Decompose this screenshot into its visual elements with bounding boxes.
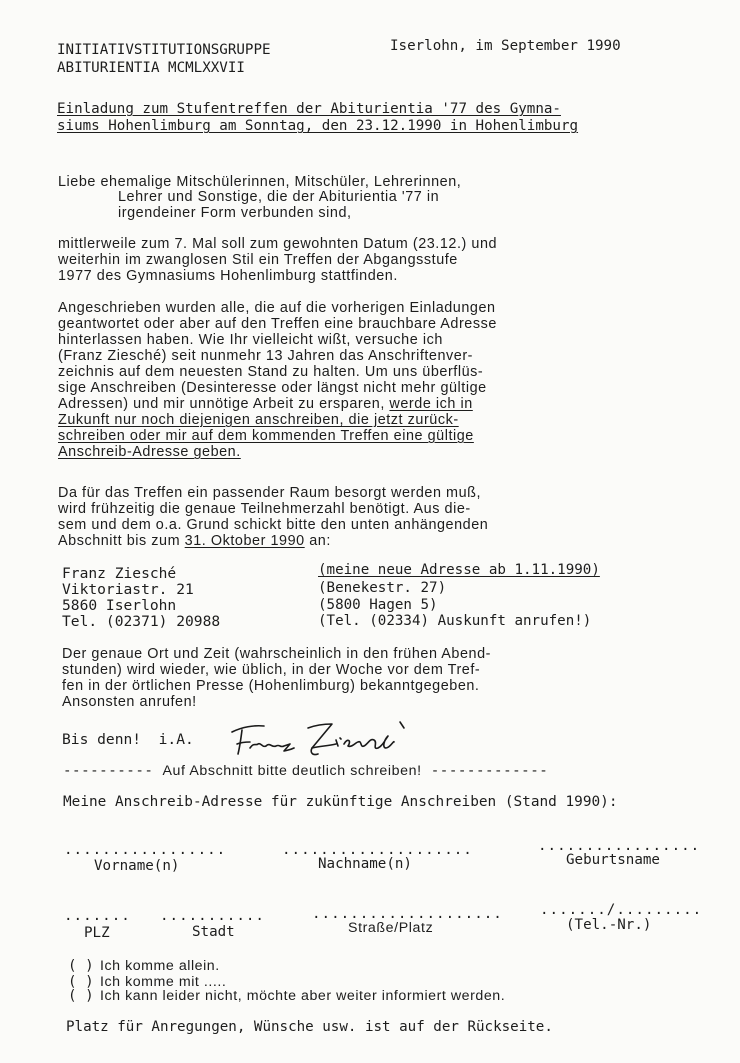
street-field[interactable]: .................... [312,906,503,922]
checkbox[interactable]: ( ) [68,988,94,1004]
org-name-line2: ABITURIENTIA MCMLXXVII [57,60,245,76]
current-address-street: Viktoriastr. 21 [62,581,194,598]
city-field[interactable]: ........... [160,908,265,924]
emphasis-underline-start: werde ich in [389,396,473,412]
para3-line3: sem und dem o.a. Grund schickt bitte den unten anhängenden [58,517,489,533]
back-side-note: Platz für Anregungen, Wünsche usw. ist auf der Rückseite. [66,1019,553,1035]
zip-label: PLZ [84,925,110,941]
salutation-line1: Liebe ehemalige Mitschülerinnen, Mitschüler, Lehrerinnen, [58,174,462,190]
phone-label: (Tel.-Nr.) [566,917,652,933]
birth-name-label: Geburtsname [566,852,660,868]
para3-line2: wird frühzeitig die genaue Teilnehmerzahl benötigt. Aus die- [58,501,471,517]
birth-name-field[interactable]: ................. [538,838,701,854]
phone-field[interactable]: ......./......... [540,902,703,918]
para2-line2: geantwortet oder aber auf den Treffen eine brauchbare Adresse [58,316,497,332]
para2-line7: Adressen) und mir unnötige Arbeit zu ersparen, werde ich in [58,396,473,412]
subject-line2: siums Hohenlimburg am Sonntag, den 23.12.1990 in Hohenlimburg [57,118,579,134]
para1-line3: 1977 des Gymnasiums Hohenlimburg stattfinden. [58,268,398,284]
place-date: Iserlohn, im September 1990 [390,38,621,54]
para2-line5: zeichnis auf dem neuesten Stand zu halten. Um uns überflüs- [58,364,484,380]
para2-line4: (Franz Ziesché) seit nunmehr 13 Jahren das Anschriftenver- [58,348,474,364]
para4-line4: Ansonsten anrufen! [62,694,197,710]
para2-line6: sige Anschreiben (Desinteresse oder längst nicht mehr gültige [58,380,487,396]
first-name-field[interactable]: ................. [64,842,227,858]
option-with-guests[interactable]: ( ) Ich komme mit ..... [68,974,227,990]
org-name-line1: INITIATIVSTITUTIONSGRUPPE [57,42,271,58]
checkbox[interactable]: ( ) [68,974,94,990]
option-alone[interactable]: ( ) Ich komme allein. [68,958,220,974]
new-address-city: (5800 Hagen 5) [318,597,438,613]
first-name-label: Vorname(n) [94,858,180,874]
checkbox[interactable]: ( ) [68,958,94,974]
last-name-label: Nachname(n) [318,856,412,872]
form-heading: Meine Anschreib-Adresse für zukünftige Anschreiben (Stand 1990): [63,794,618,810]
handwritten-signature [228,718,418,760]
para2-line8: Zukunft nur noch diejenigen anschreiben, die jetzt zurück- [58,412,459,428]
street-label: Straße/Platz [348,920,434,936]
current-address-city: 5860 Iserlohn [62,597,177,614]
para2-line9: schreiben oder mir auf dem kommenden Treffen eine gültige [58,428,474,444]
current-address-phone: Tel. (02371) 20988 [62,613,221,630]
para3-line1: Da für das Treffen ein passender Raum besorgt werden muß, [58,485,482,501]
current-address-name: Franz Ziesché [62,565,177,582]
para4-line3: fen in der örtlichen Presse (Hohenlimburg) bekanntgegeben. [62,678,480,694]
para1-line2: weiterhin im zwanglosen Stil ein Treffen der Abgangsstufe [58,252,458,268]
salutation-line2: Lehrer und Sonstige, die der Abiturientia '77 in [118,189,440,205]
para2-line3: hinterlassen haben. Wie Ihr vielleicht wißt, versuche ich [58,332,443,348]
option-cannot-attend[interactable]: ( ) Ich kann leider nicht, möchte aber weiter informiert werden. [68,988,506,1004]
para2-line1: Angeschrieben wurden alle, die auf die vorherigen Einladungen [58,300,496,316]
closing-text: Bis denn! i.A. [62,731,194,748]
para2-line10: Anschreib-Adresse geben. [58,444,241,460]
para4-line2: stunden) wird wieder, wie üblich, in der Woche vor dem Tref- [62,662,481,678]
subject-line1: Einladung zum Stufentreffen der Abiturientia '77 des Gymna- [57,101,561,117]
city-label: Stadt [192,924,235,940]
cut-line: ---------- Auf Abschnitt bitte deutlich schreiben! ------------- [63,763,549,779]
zip-field[interactable]: ....... [64,908,131,924]
deadline-date: 31. Oktober 1990 [184,533,305,549]
salutation-line3: irgendeiner Form verbunden sind, [118,205,352,221]
para4-line1: Der genaue Ort und Zeit (wahrscheinlich in den frühen Abend- [62,646,491,662]
last-name-field[interactable]: .................... [282,842,473,858]
new-address-street: (Benekestr. 27) [318,580,447,596]
new-address-note: (meine neue Adresse ab 1.11.1990) [318,562,600,578]
para3-line4: Abschnitt bis zum 31. Oktober 1990 an: [58,533,331,549]
para1-line1: mittlerweile zum 7. Mal soll zum gewohnten Datum (23.12.) und [58,236,498,252]
new-address-phone: (Tel. (02334) Auskunft anrufen!) [318,613,592,629]
